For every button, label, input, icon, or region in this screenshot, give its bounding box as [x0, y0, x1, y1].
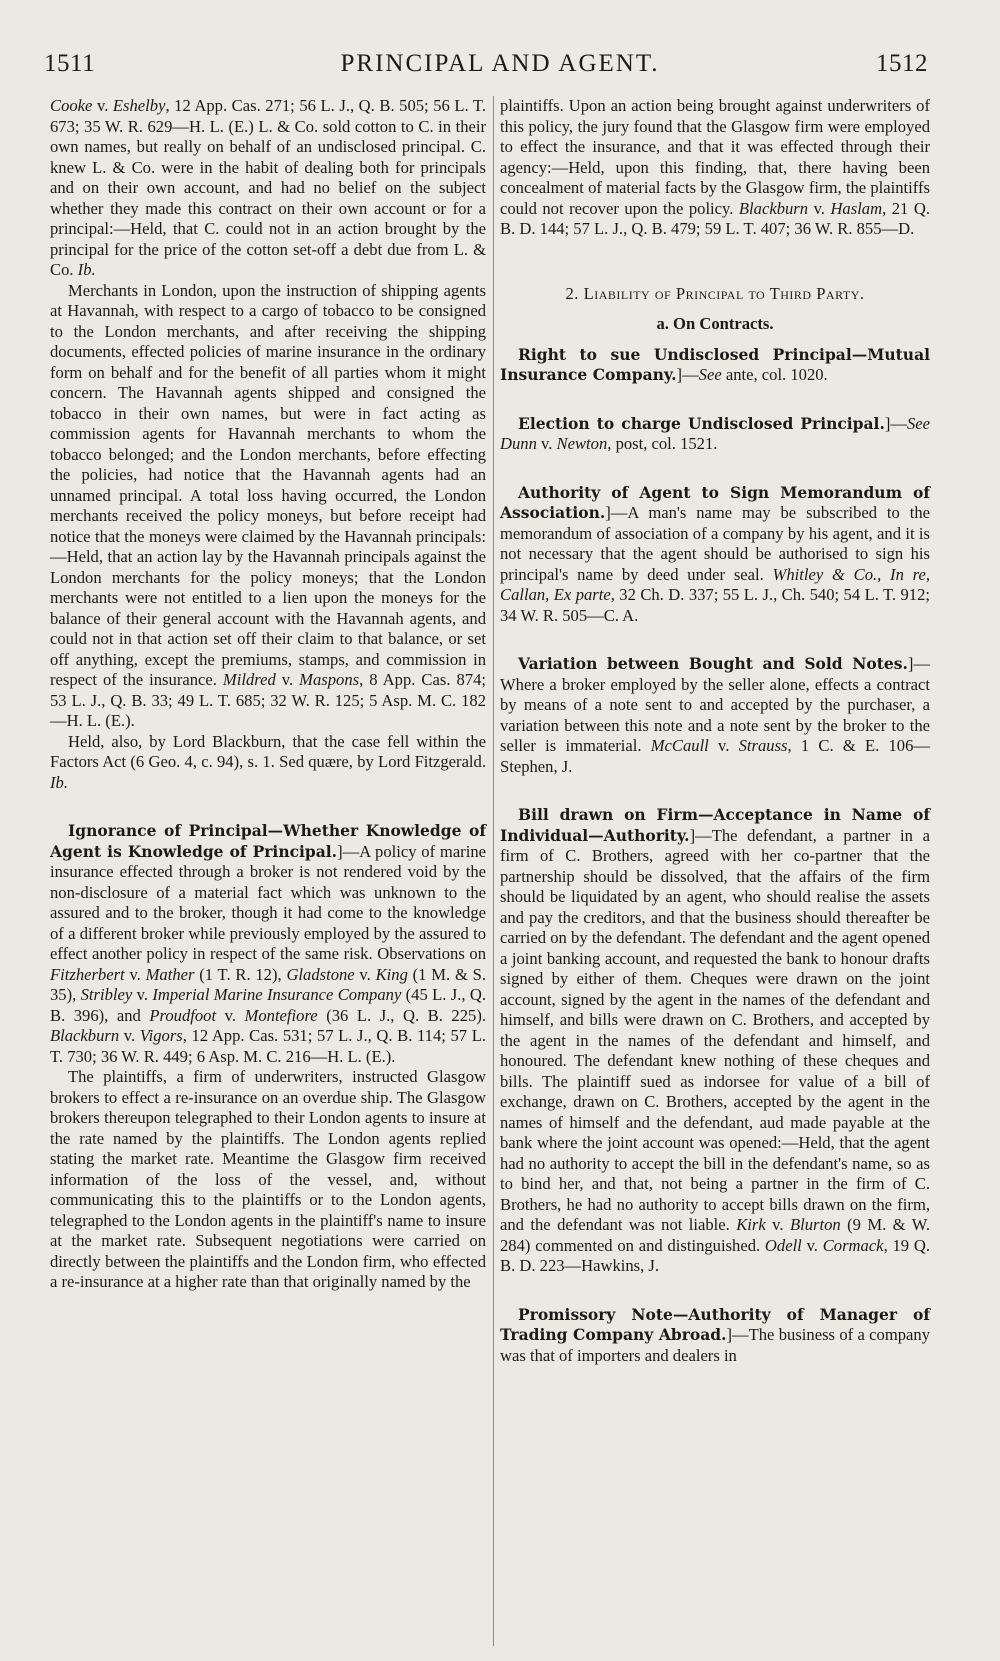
section-title: 2. Liability of Principal to Third Party. — [565, 283, 865, 303]
case-name: Kirk — [736, 1215, 766, 1234]
column-number-right: 1512 — [876, 50, 928, 77]
section-heading: Authority of Agent to Sign Memorandum of Association. — [500, 482, 930, 522]
paragraph-text: The plaintiffs, a firm of underwriters, instructed Glasgow brokers to effect a re-insurance on an overdue ship. The Glasgow brokers thereupon telegraphed to their London agents to insure at the rate named by the plaintiffs. The London agents replied stating the market rate. Meantime the Glasgow firm received information of the loss of the vessel, and, without communicating this to the plaintiffs or to the London agents, telegraphed to the London agents in the plaintiff's name to insure at the market rate. Subsequent negotiations were carried on directly between the plaintiffs and the London firm, who effected a re-insurance at a higher rate than that originally named by the — [50, 1067, 486, 1291]
right-column — [500, 96, 930, 1366]
citation: (1 M. & S. 35), — [50, 964, 487, 1004]
paragraph-mildred-v-maspons — [50, 281, 486, 732]
paragraph-text: ante, col. 1020. — [721, 365, 828, 384]
citation: (9 M. & W. 284) commented on and distinguished. — [500, 1215, 930, 1255]
ibid: Ib. — [50, 772, 68, 792]
case-name: Odell — [764, 1235, 802, 1255]
left-column — [50, 96, 486, 1293]
section-heading: Promissory Note—Authority of Manager of Trading Company Abroad. — [500, 1304, 930, 1344]
case-name: Blackburn — [50, 1026, 120, 1045]
citation: (45 L. J., Q. B. 396), and — [50, 985, 486, 1025]
case-name: Cormack — [822, 1235, 884, 1255]
dash: ]— — [676, 365, 699, 384]
citation: , 1 C. & E. 106—Stephen, J. — [500, 736, 930, 776]
citation: , 21 Q. B. D. 144; 57 L. J., Q. B. 479; 59 L. T. 407; 36 W. R. 855—D. — [500, 198, 930, 238]
paragraph-text: Held, also, by Lord Blackburn, that the case fell within the Factors Act (6 Geo. 4, c. 94), s. 1. Sed quære, by Lord Fitzgerald. — [50, 731, 486, 771]
paragraph-bill-drawn-on-firm — [500, 805, 930, 1277]
paragraph-text: ]—The business of a company was that of importers and dealers in — [500, 1325, 931, 1365]
versus: v. — [92, 96, 113, 115]
paragraph-blackburn-v-haslam — [500, 96, 930, 240]
citation: , 19 Q. B. D. 223—Hawkins, J. — [500, 1235, 930, 1275]
case-name: McCaull — [650, 736, 709, 755]
paragraph-text: , post, col. 1521. — [607, 434, 718, 453]
paragraph-glasgow-brokers — [50, 1067, 486, 1293]
case-name: Proudfoot — [149, 1005, 217, 1025]
citation: (1 T. R. 12), — [194, 964, 287, 984]
case-name: Haslam — [830, 198, 883, 218]
section-heading: Right to sue Undisclosed Principal—Mutual Insurance Company. — [500, 344, 930, 384]
versus: v. — [132, 985, 153, 1004]
case-name: Montefiore — [244, 1005, 318, 1025]
case-name: Blurton — [789, 1215, 841, 1234]
paragraph-cooke-v-eshelby — [50, 96, 486, 281]
citation: , 32 Ch. D. 337; 55 L. J., Ch. 540; 54 L. T. 912; 34 W. R. 505—C. A. — [500, 585, 930, 625]
subsection-title: a. On Contracts. — [656, 314, 774, 333]
dash: ]— — [884, 413, 907, 433]
case-name: Strauss — [738, 736, 788, 755]
case-name: Mather — [145, 964, 195, 984]
case-name: Fitzherbert — [50, 964, 125, 984]
versus: v. — [801, 1235, 823, 1255]
paragraph-ignorance-of-principal — [50, 821, 486, 1067]
paragraph-promissory-note — [500, 1305, 930, 1367]
case-name: Whitley & Co., In re, Callan, Ex parte — [500, 564, 930, 604]
versus: v. — [765, 1215, 790, 1234]
column-divider — [493, 96, 494, 1646]
case-name: Cooke — [50, 96, 93, 115]
case-name: Vigors — [139, 1026, 183, 1045]
paragraph-text: , 12 App. Cas. 271; 56 L. J., Q. B. 505; 56 L. T. 673; 35 W. R. 629—H. L. (E.) L. & Co. sold cotton to C. in their own names, but really on behalf of an undisclosed principal. C. knew L. & Co. were in the habit of dealing both for principals and on their own account, and had no belief on the subject whether they made this contract on their own account or for a principal:—Held, that C. could not in an action brought by the principal for the price of the cotton set-off a debt due from L. & Co. — [50, 96, 486, 279]
case-name: King — [375, 964, 408, 984]
citation: , 8 App. Cas. 874; 53 L. J., Q. B. 33; 49 L. T. 685; 32 W. R. 125; 5 Asp. M. C. 182—H. L. (E.). — [50, 670, 486, 730]
case-name: Mildred — [222, 670, 276, 689]
versus: v. — [124, 964, 146, 984]
case-name: Gladstone — [286, 964, 355, 984]
ibid: Ib. — [77, 260, 96, 279]
case-name: Blackburn — [738, 198, 809, 218]
see-reference: See Dunn — [500, 413, 930, 453]
paragraph-memorandum — [500, 483, 930, 627]
versus: v. — [119, 1026, 140, 1045]
page-title: PRINCIPAL AND AGENT. — [340, 50, 660, 77]
paragraph-text: plaintiffs. Upon an action being brought against underwriters of this policy, the jury found that the Glasgow firm were employed to effect the insurance, and that it was effected through their agency:—Held, upon this finding, that, there having been concealment of material facts by the Glasgow firm, the plaintiffs could not recover upon the policy. — [500, 96, 930, 218]
section-heading: Bill drawn on Firm—Acceptance in Name of Individual—Authority. — [500, 805, 930, 845]
versus: v. — [536, 434, 557, 453]
case-name: Eshelby — [112, 96, 166, 115]
see-reference: See — [698, 365, 722, 384]
versus: v. — [708, 736, 739, 755]
section-heading: Election to charge Undisclosed Principal. — [518, 413, 885, 433]
section-heading: Ignorance of Principal—Whether Knowledge of Agent is Knowledge of Principal. — [50, 821, 486, 861]
citation: (36 L. J., Q. B. 225). — [317, 1005, 486, 1025]
paragraph-text: Merchants in London, upon the instruction of shipping agents at Havannah, with respect to a cargo of tobacco to be consigned to the London merchants, and after receiving the shipping documents, effected policies of marine insurance in the ordinary form on behalf and for the benefit of all parties whom it might concern. The Havannah agents shipped and consigned the tobacco in their own names, but were in fact acting as commission agents for Havannah merchants to whom the tobacco belonged; and the London merchants, before effecting the policies, had notice that the Havannah agents had an unnamed principal. A total loss having occurred, the London merchants received the policy moneys, but before receipt had notice that the moneys were claimed by the Havannah principals:—Held, that an action lay by the Havannah principals against the London merchants for the policy moneys; that the London merchants were not entitled to a lien upon the moneys for the balance of their general account with the Havannah agents, and could not in that action set off their claim to that balance, or set off anything, except the premiums, stamps, and commission in respect of the insurance. — [50, 280, 486, 689]
citation: , 12 App. Cas. 531; 57 L. J., Q. B. 114; 57 L. T. 730; 36 W. R. 449; 6 Asp. M. C. 216—H. L. (E.). — [50, 1026, 486, 1066]
paragraph-text: ]—A policy of marine insurance effected through a broker is not rendered void by the non-disclosure of a material fact which was unknown to the assured and to the broker, though it had come to the knowledge of a different broker while previously employed by the assured to effect another policy in respect of the same risk. Observations on — [50, 841, 486, 963]
case-name: Newton — [556, 434, 608, 453]
versus: v. — [216, 1005, 245, 1025]
paragraph-factors-act — [50, 732, 486, 794]
paragraph-text: ]—The defendant, a partner in a firm of C. Brothers, agreed with her co-partner that the partnership should be dissolved, that the affairs of the firm should be liquidated by an agent, who should realise the assets and pay the creditors, and that the business should thereafter be carried on by the defendant. The defendant and the agent opened a joint banking account, and requested the bank to honour drafts signed by either of them. Cheques were drawn on the joint account, signed by the agent in the names of the defendant and himself, and bills were drawn on C. Brothers, and accepted by the agent in the names of the defendant and himself, and honoured. The defendant knew nothing of these cheques and bills. The plaintiff sued as indorsee for value of a bill of exchange, drawn on C. Brothers, accepted by the agent in the names of himself and the defendant, aud made payable at the bank where the joint account was opened:—Held, that the agent had no authority to accept the bill in the defendant's name, so as to bind her, and that, not being a partner in the firm of C. Brothers, he had no authority to accept bills drawn on the firm, and the defendant was not liable. — [500, 825, 930, 1234]
paragraph-text: ]—Where a broker employed by the seller alone, effects a contract by means of a note sent to and accepted by the purchaser, a variation between this note and a note sent by the broker to the seller is immaterial. — [500, 654, 930, 755]
section-heading: Variation between Bought and Sold Notes. — [518, 654, 908, 673]
versus: v. — [354, 964, 376, 984]
versus: v. — [808, 198, 831, 218]
column-number-left: 1511 — [44, 50, 96, 77]
case-name: Maspons — [299, 670, 360, 689]
case-name: Stribley — [80, 985, 133, 1004]
paragraph-undisclosed-principal — [500, 345, 930, 386]
case-name: Imperial Marine Insurance Company — [152, 985, 402, 1004]
paragraph-election — [500, 414, 930, 455]
paragraph-text: ]—A man's name may be subscribed to the memorandum of association of a company by his agent, and it is not necessary that the agent should be authorised to sign his principal's name by deed under seal. — [500, 503, 930, 584]
paragraph-bought-sold-notes — [500, 654, 930, 777]
versus: v. — [275, 670, 300, 689]
